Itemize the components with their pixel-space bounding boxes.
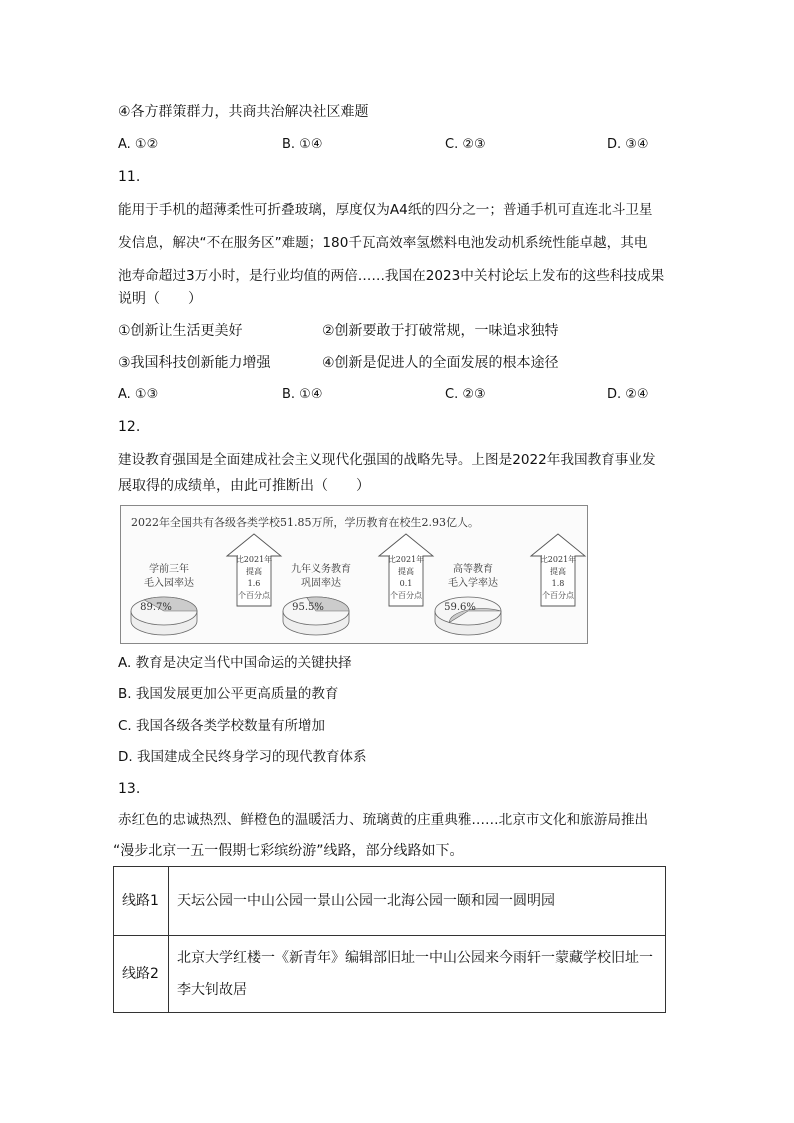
infographic-panel (283, 534, 433, 635)
arrow-text: 个百分点 (390, 591, 422, 600)
q10-option-a: A. ①② (118, 137, 159, 152)
q11-item-3: ③我国科技创新能力增强 (118, 355, 271, 371)
panel-label: 巩固率达 (301, 578, 341, 589)
arrow-text: 比2021年 (387, 555, 425, 564)
q12-option-c: C. 我国各级各类学校数量有所增加 (118, 718, 326, 734)
q10-option-c: C. ②③ (445, 137, 486, 152)
route-label: 线路1 (114, 867, 169, 936)
infographic-panel (435, 534, 585, 635)
q12-option-b: B. 我国发展更加公平更高质量的教育 (118, 686, 339, 702)
pie-value: 89.7% (140, 602, 172, 613)
arrow-text: 0.1 (399, 579, 413, 588)
q10-item-4: ④各方群策群力，共商共治解决社区难题 (118, 104, 369, 120)
q11-stem-line: 能用于手机的超薄柔性可折叠玻璃，厚度仅为A4纸的四分之一；普通手机可直连北斗卫星 (118, 202, 653, 218)
q11-option-b: B. ①④ (282, 387, 323, 402)
infographic-headline: 2022年全国共有各级各类学校51.85万所，学历教育在校生2.93亿人。 (131, 516, 479, 529)
q13-stem-line: “漫步北京一五一假期七彩缤纷游”线路，部分线路如下。 (113, 843, 464, 859)
arrow-text: 个百分点 (238, 591, 270, 600)
table-row (114, 936, 666, 1013)
route-stops: 天坛公园一中山公园一景山公园一北海公园一颐和园一圆明园 (169, 867, 666, 936)
q11-item-2: ②创新要敢于打破常规，一味追求独特 (322, 323, 559, 339)
arrow-text: 比2021年 (539, 555, 577, 564)
q11-option-a: A. ①③ (118, 387, 159, 402)
panel-label: 毛入学率达 (448, 578, 498, 589)
panel-label: 毛入园率达 (144, 578, 194, 589)
arrow-text: 1.6 (247, 579, 261, 588)
arrow-text: 提高 (246, 567, 262, 576)
arrow-text: 提高 (398, 567, 414, 576)
arrow-text: 提高 (550, 567, 566, 576)
q11-option-d: D. ②④ (607, 387, 649, 402)
q12-option-a: A. 教育是决定当代中国命运的关键抉择 (118, 655, 352, 671)
q13-number: 13. (118, 781, 141, 797)
q11-item-4: ④创新是促进人的全面发展的根本途径 (322, 355, 559, 371)
routes-table (113, 866, 666, 1013)
infographic-panel (131, 534, 281, 635)
q12-number: 12. (118, 419, 141, 435)
pie-value: 95.5% (292, 602, 324, 613)
q13-stem-line: 赤红色的忠诚热烈、鲜橙色的温暖活力、琉璃黄的庄重典雅……北京市文化和旅游局推出 (118, 812, 649, 828)
education-infographic (120, 505, 588, 644)
q11-item-1: ①创新让生活更美好 (118, 323, 243, 339)
q12-stem-line: 建设教育强国是全面建成社会主义现代化强国的战略先导。上图是2022年我国教育事业发 (118, 452, 656, 468)
q10-option-d: D. ③④ (607, 137, 649, 152)
panel-label: 学前三年 (149, 564, 189, 575)
q10-option-b: B. ①④ (282, 137, 323, 152)
q12-option-d: D. 我国建成全民终身学习的现代教育体系 (118, 749, 367, 765)
arrow-text: 个百分点 (542, 591, 574, 600)
panel-label: 九年义务教育 (291, 564, 351, 575)
route-label: 线路2 (114, 936, 169, 1013)
q11-option-c: C. ②③ (445, 387, 486, 402)
panel-label: 高等教育 (453, 564, 493, 575)
q11-stem-line: 池寿命超过3万小时，是行业均值的两倍……我国在2023中关村论坛上发布的这些科技成果 (118, 268, 665, 284)
q11-number: 11. (118, 169, 141, 185)
arrow-text: 比2021年 (235, 555, 273, 564)
arrow-text: 1.8 (551, 579, 565, 588)
pie-value: 59.6% (444, 602, 476, 613)
q12-stem-line: 展取得的成绩单，由此可推断出（ ） (118, 478, 370, 494)
table-row (114, 867, 666, 936)
q11-stem-line: 说明（ ） (118, 291, 202, 307)
q11-stem-line: 发信息，解决“不在服务区”难题；180千瓦高效率氢燃料电池发动机系统性能卓越，其电 (118, 235, 648, 251)
route-stops: 北京大学红楼一《新青年》编辑部旧址一中山公园来今雨轩一蒙藏学校旧址一李大钊故居 (169, 936, 666, 1013)
